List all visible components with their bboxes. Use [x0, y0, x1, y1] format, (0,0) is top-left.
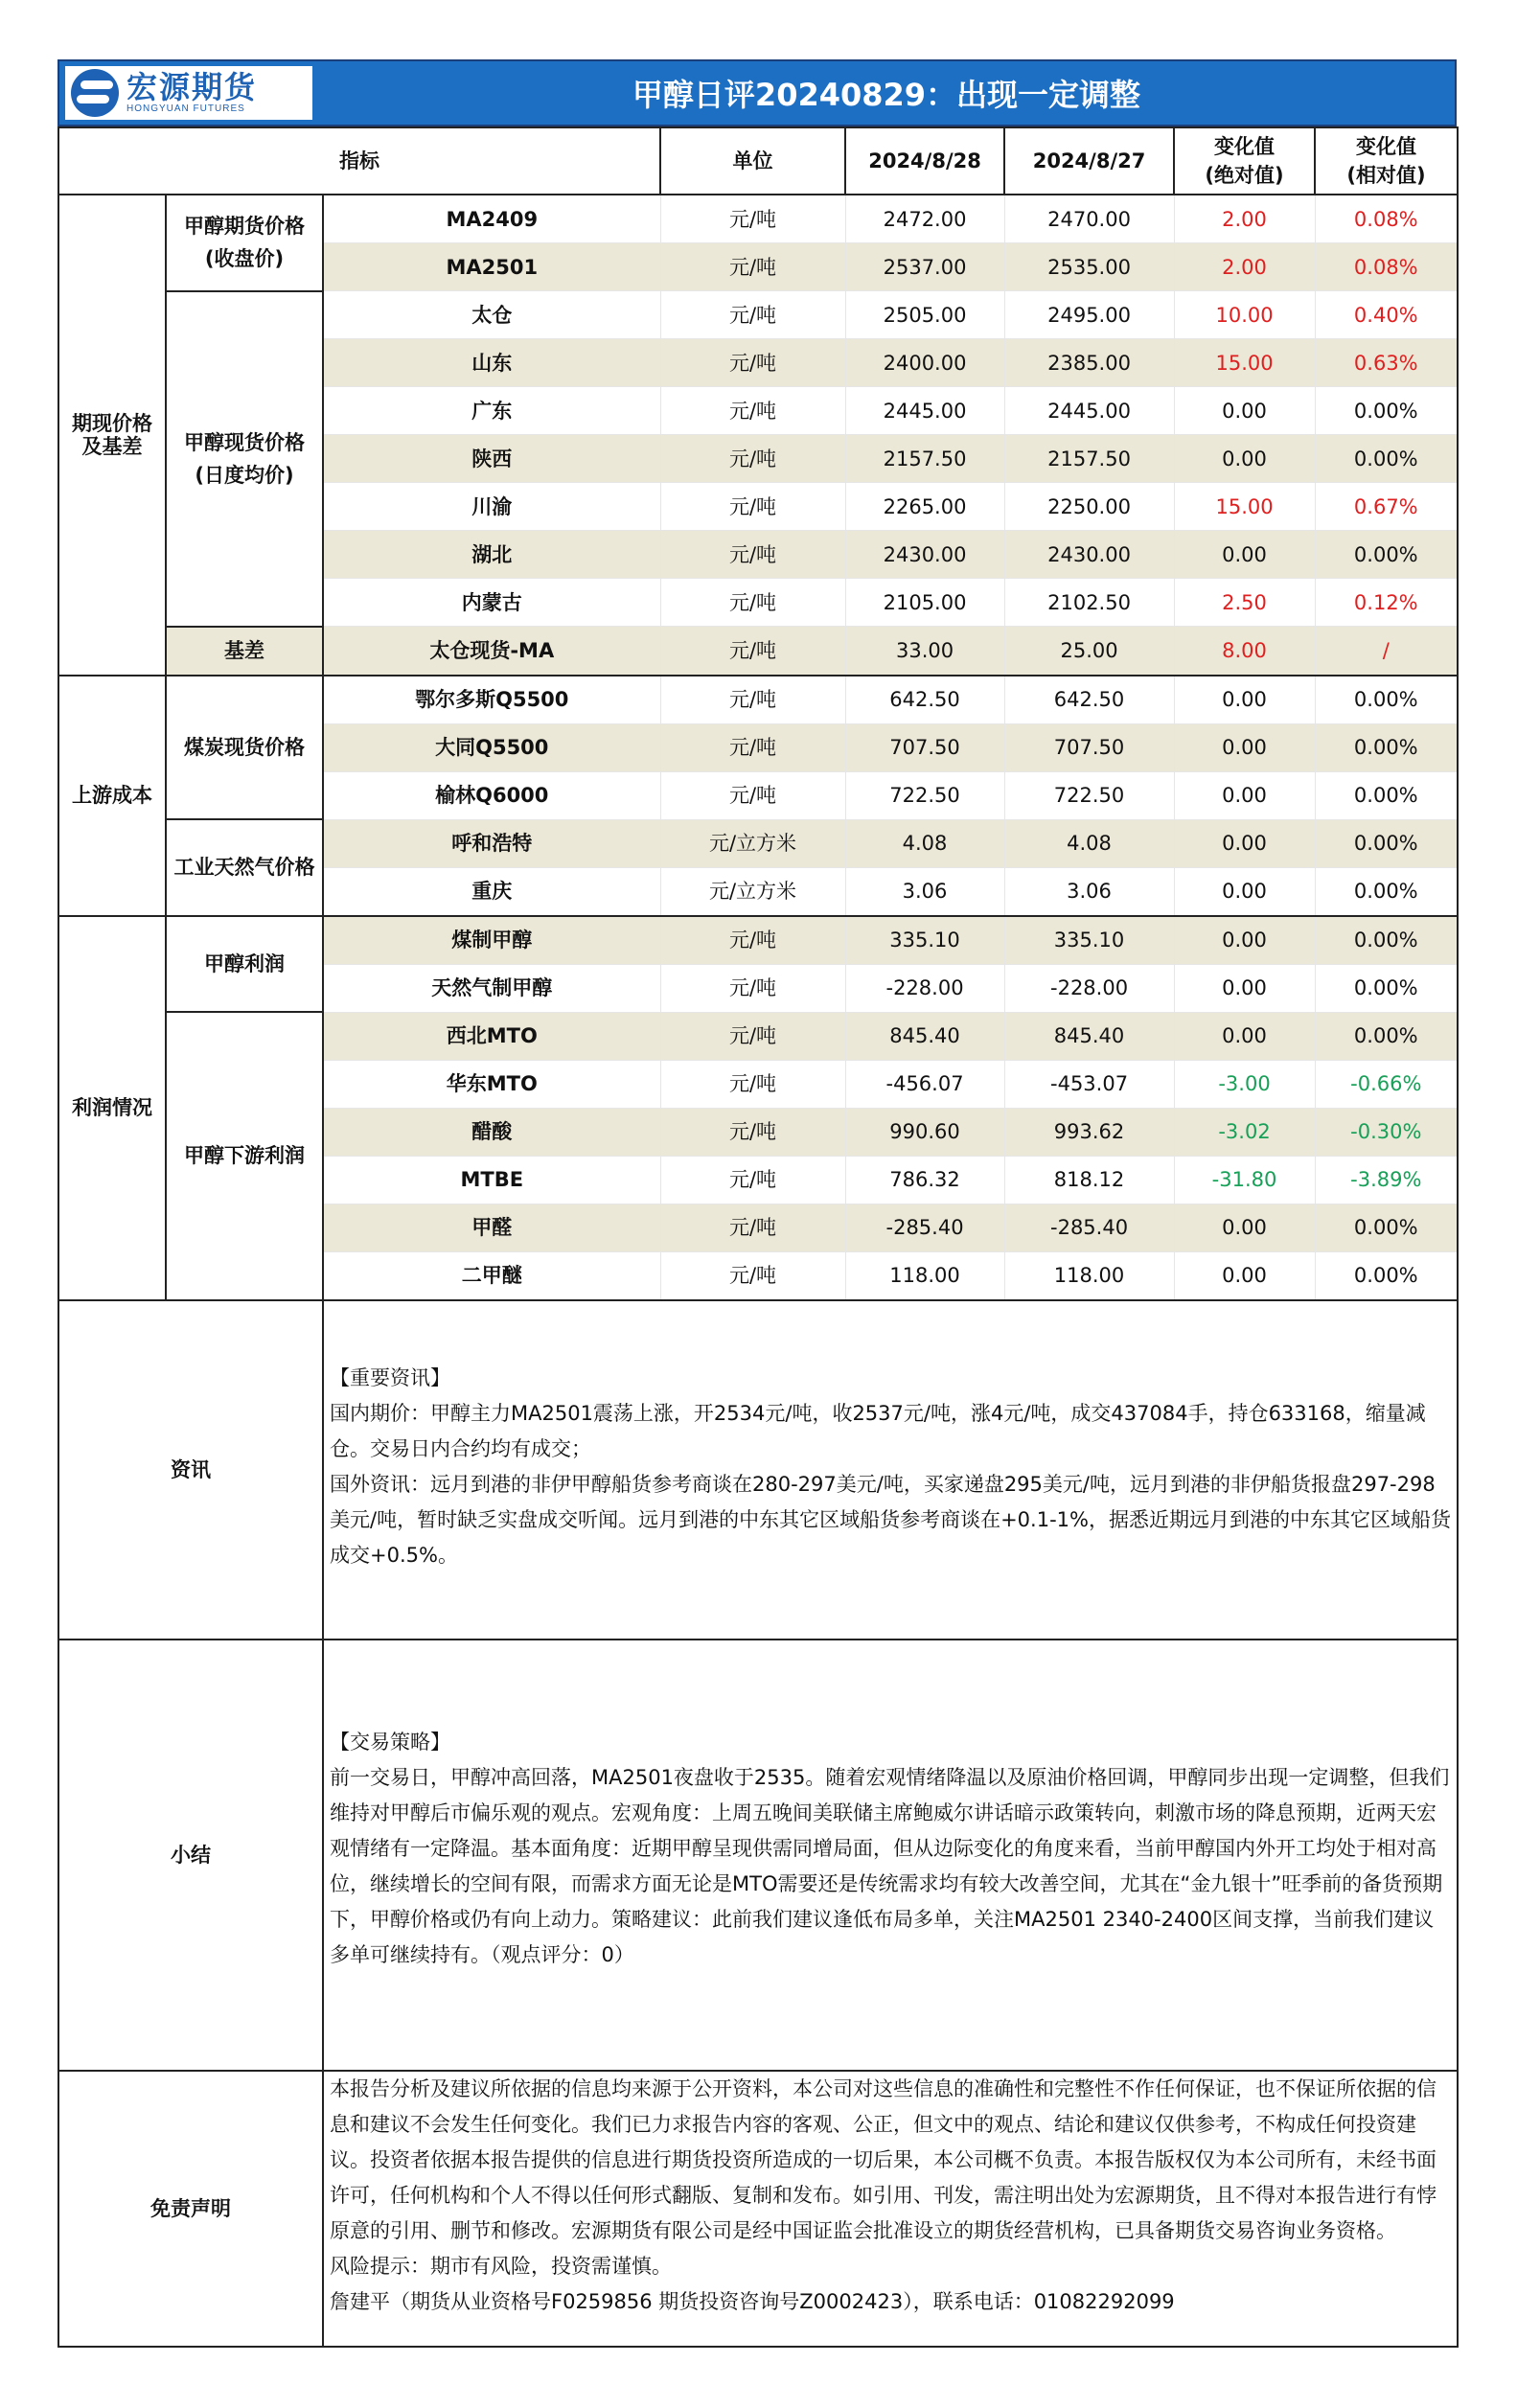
subgroup-label: 基差: [166, 627, 323, 676]
indicator-name: 醋酸: [323, 1108, 660, 1156]
rel-change-cell: 0.00%: [1315, 964, 1458, 1012]
indicator-name: 二甲醚: [323, 1251, 660, 1300]
disclaimer-label: 免责声明: [58, 2071, 323, 2347]
indicator-name: 广东: [323, 387, 660, 435]
unit-cell: 元/吨: [660, 1251, 845, 1300]
unit-cell: 元/吨: [660, 676, 845, 724]
abs-change-cell: 15.00: [1174, 483, 1315, 531]
value-2024-8-27: 25.00: [1004, 627, 1174, 676]
indicator-name: MA2501: [323, 243, 660, 291]
table-row: [58, 291, 1458, 339]
indicator-name: 山东: [323, 339, 660, 387]
subgroup-label: 甲醇现货价格 (日度均价): [166, 291, 323, 627]
abs-change-cell: 0.00: [1174, 819, 1315, 867]
value-2024-8-27: -285.40: [1004, 1204, 1174, 1251]
value-2024-8-27: 2102.50: [1004, 579, 1174, 627]
indicator-name: 大同Q5500: [323, 723, 660, 771]
unit-cell: 元/吨: [660, 291, 845, 339]
abs-change-cell: -31.80: [1174, 1156, 1315, 1204]
rel-change-cell: 0.00%: [1315, 771, 1458, 819]
value-2024-8-27: 993.62: [1004, 1108, 1174, 1156]
value-2024-8-27: 818.12: [1004, 1156, 1174, 1204]
table-header-row: [58, 127, 1458, 195]
unit-cell: 元/吨: [660, 1108, 845, 1156]
table-row: [58, 627, 1458, 676]
news-label: 资讯: [58, 1300, 323, 1640]
value-2024-8-27: 707.50: [1004, 723, 1174, 771]
table-row: [58, 1012, 1458, 1060]
rel-change-cell: 0.67%: [1315, 483, 1458, 531]
table-row: [58, 676, 1458, 724]
subgroup-label: 甲醇利润: [166, 916, 323, 1013]
value-2024-8-27: 845.40: [1004, 1012, 1174, 1060]
indicator-name: 呼和浩特: [323, 819, 660, 867]
rel-change-cell: 0.00%: [1315, 676, 1458, 724]
rel-change-cell: 0.08%: [1315, 243, 1458, 291]
value-2024-8-27: 335.10: [1004, 916, 1174, 965]
indicator-name: 榆林Q6000: [323, 771, 660, 819]
abs-change-cell: 2.00: [1174, 195, 1315, 243]
table-row: [58, 819, 1458, 867]
value-2024-8-28: 118.00: [845, 1251, 1004, 1300]
unit-cell: 元/吨: [660, 579, 845, 627]
value-2024-8-27: 2445.00: [1004, 387, 1174, 435]
group-label: 上游成本: [58, 676, 166, 916]
header-unit: 单位: [660, 127, 845, 195]
value-2024-8-28: -228.00: [845, 964, 1004, 1012]
value-2024-8-28: 4.08: [845, 819, 1004, 867]
abs-change-cell: 0.00: [1174, 1204, 1315, 1251]
summary-heading: 【交易策略】: [330, 1730, 450, 1754]
unit-cell: 元/吨: [660, 1156, 845, 1204]
indicator-name: 重庆: [323, 867, 660, 916]
unit-cell: 元/立方米: [660, 819, 845, 867]
report-banner: [57, 59, 1457, 126]
analyst-contact: 詹建平（期货从业资格号F0259856 期货投资咨询号Z0002423），联系电话：01082292099: [330, 2289, 1175, 2313]
value-2024-8-28: 3.06: [845, 867, 1004, 916]
abs-change-cell: 0.00: [1174, 387, 1315, 435]
abs-change-cell: 15.00: [1174, 339, 1315, 387]
indicator-name: 甲醛: [323, 1204, 660, 1251]
unit-cell: 元/吨: [660, 1012, 845, 1060]
value-2024-8-28: 2505.00: [845, 291, 1004, 339]
indicator-name: 湖北: [323, 531, 660, 579]
abs-change-cell: 0.00: [1174, 1251, 1315, 1300]
summary-section: [58, 1640, 1458, 2071]
subgroup-label: 甲醇期货价格 (收盘价): [166, 195, 323, 291]
subgroup-label: 甲醇下游利润: [166, 1012, 323, 1300]
logo-name-cn: 宏源期货: [126, 69, 258, 105]
header-abs-change: 变化值 (绝对值): [1174, 127, 1315, 195]
rel-change-cell: 0.00%: [1315, 723, 1458, 771]
logo-mark-icon: [71, 69, 119, 117]
value-2024-8-27: 2470.00: [1004, 195, 1174, 243]
unit-cell: 元/吨: [660, 387, 845, 435]
value-2024-8-28: 2430.00: [845, 531, 1004, 579]
abs-change-cell: 0.00: [1174, 531, 1315, 579]
value-2024-8-27: -453.07: [1004, 1060, 1174, 1108]
report-title: 甲醇日评20240829：出现一定调整: [632, 77, 1141, 113]
indicator-name: 天然气制甲醇: [323, 964, 660, 1012]
abs-change-cell: -3.02: [1174, 1108, 1315, 1156]
data-table: [57, 126, 1459, 2348]
value-2024-8-28: 33.00: [845, 627, 1004, 676]
risk-warning: 风险提示：期市有风险，投资需谨慎。: [330, 2254, 672, 2278]
subgroup-label: 煤炭现货价格: [166, 676, 323, 820]
table-row: [58, 195, 1458, 243]
rel-change-cell: -0.30%: [1315, 1108, 1458, 1156]
indicator-name: 煤制甲醇: [323, 916, 660, 965]
indicator-name: 华东MTO: [323, 1060, 660, 1108]
rel-change-cell: 0.00%: [1315, 1204, 1458, 1251]
company-logo: [65, 66, 312, 120]
value-2024-8-27: 2385.00: [1004, 339, 1174, 387]
abs-change-cell: 0.00: [1174, 1012, 1315, 1060]
indicator-name: 太仓: [323, 291, 660, 339]
header-date1: 2024/8/28: [845, 127, 1004, 195]
value-2024-8-27: 3.06: [1004, 867, 1174, 916]
indicator-name: 川渝: [323, 483, 660, 531]
unit-cell: 元/吨: [660, 243, 845, 291]
indicator-name: 鄂尔多斯Q5500: [323, 676, 660, 724]
header-indicator: 指标: [58, 127, 660, 195]
indicator-name: 西北MTO: [323, 1012, 660, 1060]
unit-cell: 元/吨: [660, 195, 845, 243]
table-row: [58, 916, 1458, 965]
summary-label: 小结: [58, 1640, 323, 2071]
abs-change-cell: 10.00: [1174, 291, 1315, 339]
value-2024-8-28: 786.32: [845, 1156, 1004, 1204]
value-2024-8-28: 722.50: [845, 771, 1004, 819]
report: [57, 59, 1457, 2348]
indicator-name: 陕西: [323, 435, 660, 483]
unit-cell: 元/吨: [660, 1204, 845, 1251]
value-2024-8-27: 642.50: [1004, 676, 1174, 724]
value-2024-8-27: 2430.00: [1004, 531, 1174, 579]
rel-change-cell: 0.00%: [1315, 1251, 1458, 1300]
value-2024-8-28: 2265.00: [845, 483, 1004, 531]
unit-cell: 元/吨: [660, 916, 845, 965]
unit-cell: 元/吨: [660, 483, 845, 531]
unit-cell: 元/吨: [660, 339, 845, 387]
subgroup-label: 工业天然气价格: [166, 819, 323, 916]
value-2024-8-27: 4.08: [1004, 819, 1174, 867]
unit-cell: 元/吨: [660, 627, 845, 676]
value-2024-8-28: 642.50: [845, 676, 1004, 724]
rel-change-cell: 0.08%: [1315, 195, 1458, 243]
value-2024-8-28: -456.07: [845, 1060, 1004, 1108]
disclaimer-section: [58, 2071, 1458, 2347]
group-label: 期现价格 及基差: [58, 195, 166, 676]
abs-change-cell: 0.00: [1174, 916, 1315, 965]
value-2024-8-28: 335.10: [845, 916, 1004, 965]
abs-change-cell: 0.00: [1174, 676, 1315, 724]
value-2024-8-28: 2537.00: [845, 243, 1004, 291]
rel-change-cell: 0.00%: [1315, 819, 1458, 867]
news-section: [58, 1300, 1458, 1640]
news-paragraph-foreign: 国外资讯：远月到港的非伊甲醇船货参考商谈在280-297美元/吨，买家递盘295美元/吨，远月到港的非伊船货报盘297-298美元/吨，暂时缺乏实盘成交听闻。远月到港的中东其它区域船货参考商谈在+0.1-1%，据悉近期远月到港的中东其它区域船货成交+0.5%。: [330, 1472, 1451, 1567]
rel-change-cell: -3.89%: [1315, 1156, 1458, 1204]
abs-change-cell: -3.00: [1174, 1060, 1315, 1108]
disclaimer-paragraph: 本报告分析及建议所依据的信息均来源于公开资料，本公司对这些信息的准确性和完整性不作任何保证，也不保证所依据的信息和建议不会发生任何变化。我们已力求报告内容的客观、公正，但文中的观点、结论和建议仅供参考，不构成任何投资建议。投资者依据本报告提供的信息进行期货投资所造成的一切后果，本公司概不负责。本报告版权仅为本公司所有，未经书面许可，任何机构和个人不得以任何形式翻版、复制和发布。如引用、刊发，需注明出处为宏源期货，且不得对本报告进行有悖原意的引用、删节和修改。宏源期货有限公司是经中国证监会批准设立的期货经营机构，已具备期货交易咨询业务资格。: [330, 2076, 1437, 2242]
unit-cell: 元/吨: [660, 1060, 845, 1108]
indicator-name: 太仓现货-MA: [323, 627, 660, 676]
value-2024-8-28: 845.40: [845, 1012, 1004, 1060]
news-paragraph-domestic: 国内期价：甲醇主力MA2501震荡上涨，开2534元/吨，收2537元/吨，涨4元/吨，成交437084手，持仓633168，缩量减仓。交易日内合约均有成交；: [330, 1401, 1426, 1460]
rel-change-cell: 0.00%: [1315, 916, 1458, 965]
header-date2: 2024/8/27: [1004, 127, 1174, 195]
abs-change-cell: 2.50: [1174, 579, 1315, 627]
value-2024-8-27: 2157.50: [1004, 435, 1174, 483]
rel-change-cell: 0.00%: [1315, 867, 1458, 916]
abs-change-cell: 0.00: [1174, 867, 1315, 916]
header-rel-change: 变化值 (相对值): [1315, 127, 1458, 195]
summary-paragraph: 前一交易日，甲醇冲高回落，MA2501夜盘收于2535。随着宏观情绪降温以及原油价格回调，甲醇同步出现一定调整，但我们维持对甲醇后市偏乐观的观点。宏观角度：上周五晚间美联储主席鲍威尔讲话暗示政策转向，刺激市场的降息预期，近两天宏观情绪有一定降温。基本面角度：近期甲醇呈现供需同增局面，但从边际变化的角度来看，当前甲醇国内外开工均处于相对高位，继续增长的空间有限，而需求方面无论是MTO需要还是传统需求均有较大改善空间，尤其在“金九银十”旺季前的备货预期下，甲醇价格或仍有向上动力。策略建议：此前我们建议逢低布局多单，关注MA2501 2340-2400区间支撑，当前我们建议多单可继续持有。（观点评分：0）: [330, 1765, 1450, 1966]
abs-change-cell: 0.00: [1174, 723, 1315, 771]
group-label: 利润情况: [58, 916, 166, 1300]
rel-change-cell: /: [1315, 627, 1458, 676]
value-2024-8-27: 2535.00: [1004, 243, 1174, 291]
abs-change-cell: 0.00: [1174, 964, 1315, 1012]
value-2024-8-27: 2250.00: [1004, 483, 1174, 531]
indicator-name: 内蒙古: [323, 579, 660, 627]
abs-change-cell: 8.00: [1174, 627, 1315, 676]
value-2024-8-28: 2445.00: [845, 387, 1004, 435]
abs-change-cell: 0.00: [1174, 771, 1315, 819]
news-heading: 【重要资讯】: [330, 1365, 450, 1389]
logo-name-en: HONGYUAN FUTURES: [126, 103, 245, 114]
abs-change-cell: 2.00: [1174, 243, 1315, 291]
value-2024-8-28: 2400.00: [845, 339, 1004, 387]
value-2024-8-28: 2105.00: [845, 579, 1004, 627]
unit-cell: 元/吨: [660, 771, 845, 819]
abs-change-cell: 0.00: [1174, 435, 1315, 483]
unit-cell: 元/吨: [660, 723, 845, 771]
value-2024-8-28: 990.60: [845, 1108, 1004, 1156]
value-2024-8-27: 722.50: [1004, 771, 1174, 819]
unit-cell: 元/吨: [660, 531, 845, 579]
value-2024-8-28: 707.50: [845, 723, 1004, 771]
unit-cell: 元/吨: [660, 964, 845, 1012]
unit-cell: 元/立方米: [660, 867, 845, 916]
value-2024-8-28: -285.40: [845, 1204, 1004, 1251]
value-2024-8-28: 2157.50: [845, 435, 1004, 483]
value-2024-8-27: 118.00: [1004, 1251, 1174, 1300]
rel-change-cell: 0.00%: [1315, 1012, 1458, 1060]
rel-change-cell: -0.66%: [1315, 1060, 1458, 1108]
rel-change-cell: 0.00%: [1315, 531, 1458, 579]
indicator-name: MTBE: [323, 1156, 660, 1204]
value-2024-8-27: -228.00: [1004, 964, 1174, 1012]
rel-change-cell: 0.40%: [1315, 291, 1458, 339]
unit-cell: 元/吨: [660, 435, 845, 483]
value-2024-8-27: 2495.00: [1004, 291, 1174, 339]
rel-change-cell: 0.00%: [1315, 387, 1458, 435]
rel-change-cell: 0.00%: [1315, 435, 1458, 483]
indicator-name: MA2409: [323, 195, 660, 243]
rel-change-cell: 0.12%: [1315, 579, 1458, 627]
value-2024-8-28: 2472.00: [845, 195, 1004, 243]
rel-change-cell: 0.63%: [1315, 339, 1458, 387]
